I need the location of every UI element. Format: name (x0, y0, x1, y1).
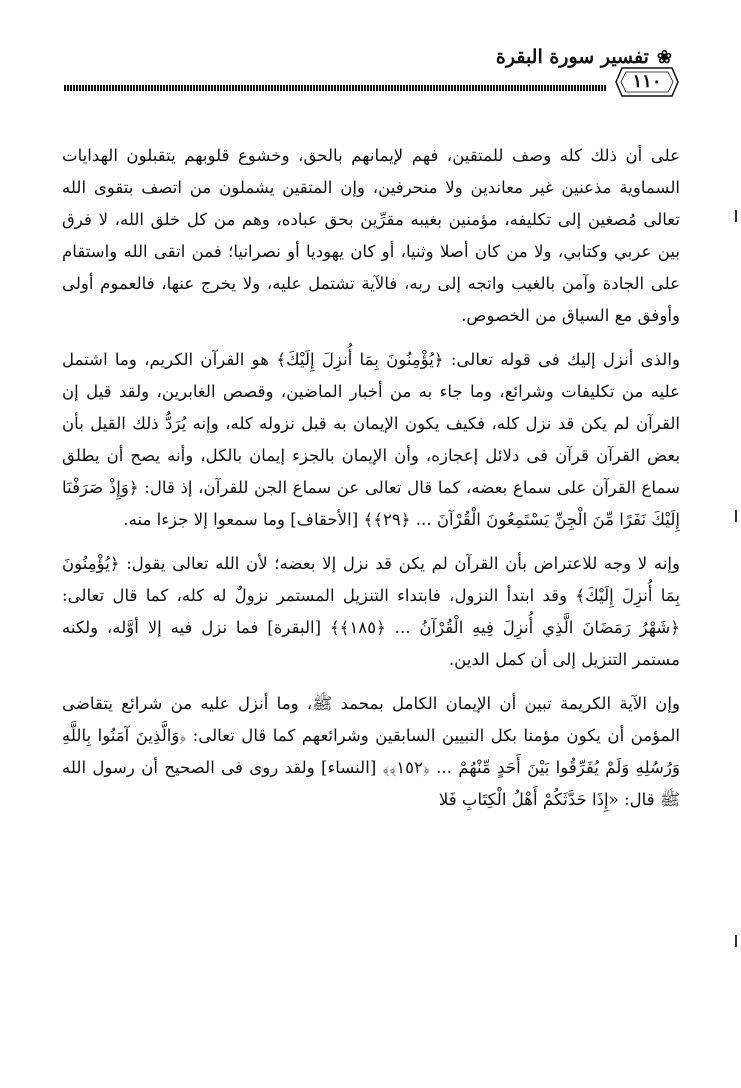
page-number: ١١٠ (632, 71, 662, 92)
margin-mark (735, 210, 737, 222)
margin-mark (735, 510, 737, 522)
paragraph-4: وإن الآية الكريمة تبين أن الإيمان الكامل بمحمد ﷺ، وما أنزل عليه من شرائع يتقاضى المؤمن أن يكون مؤمنا بكل النبيين السابقين وشرائعهم كما قال تعالى: ﴿وَالَّذِينَ آمَنُوا بِاللَّهِ وَرُسُلِهِ وَلَمْ يُفَرِّقُوا بَيْنَ أَحَدٍ مِّنْهُمْ ... ﴿١٥٢﴾﴾ [النساء] ولقد روى فى الصحيح أن رسول الله ﷺ قال: «إِذَا حَدَّثَكُمْ أَهْلُ الْكِتَابِ فَلا (62, 694, 680, 809)
page-number-frame (614, 64, 680, 100)
ornament-icon: ❀ (656, 47, 672, 68)
paragraph-3: وإنه لا وجه للاعتراض بأن القرآن لم يكن قد نزل إلا بعضه؛ لأن الله تعالى يقول: ﴿يُؤْمِنُونَ بِمَا أُنزِلَ إِلَيْكَ﴾ وقد ابتدأ النزول، فابتداء التنزيل المستمر نزولٌ له كله، كما قال تعالى: ﴿شَهْرُ رَمَضَانَ الَّذِي أُنزِلَ فِيهِ الْقُرْآنُ ... ﴿١٨٥﴾﴾ [البقرة] فما نزل فيه إلا أوَّله، ولكنه مستمر التنزيل إلى أن كمل الدين. (62, 554, 680, 669)
header-divider (64, 85, 606, 91)
paragraph-2: والذى أنزل إليك فى قوله تعالى: ﴿يُؤْمِنُونَ بِمَا أُنزِلَ إِلَيْكَ﴾ هو القرآن الكريم، وما اشتمل عليه من تكليفات وشرائع، وما جاء به من أخبار الماضين، وقصص الغابرين، ولقد قيل إن القرآن لم يكن قد نزل كله، فكيف يكون الإيمان به قبل نزوله كله، وإنه يُرَدُّ ذلك القيل بأن بعض القرآن قرآن فى دلائل إعجازه، وأن الإيمان بالجزء إيمان بالكل، وأنه يصح أن يطلق سماع القرآن على سماع بعضه، كما قال تعالى عن سماع الجن للقرآن، إذ قال: ﴿وَإِذْ صَرَفْنَا إِلَيْكَ نَفَرًا مِّنَ الْجِنِّ يَسْتَمِعُونَ الْقُرْآنَ ... ﴿٢٩﴾﴾ [الأحقاف] وما سمعوا إلا جزءا منه. (62, 350, 680, 529)
margin-mark (735, 935, 737, 947)
page-header (60, 42, 680, 112)
page-body (62, 140, 680, 828)
paragraph-1: على أن ذلك كله وصف للمتقين، فهم لإيمانهم بالحق، وخشوع قلوبهم يتقبلون الهدايات السماوية مذعنين غير معاندين ولا منحرفين، وإن المتقين يشملون من اتصف بتقوى الله تعالى مُصغين إلى تكليفه، مؤمنين بغيبه مقرِّين بحق عباده، وهم من كل خلق الله، لا فرق بين عربي وكتابي، ولا من كان أصلا وثنيا، أو كان يهوديا أو نصرانيا؛ فمن اتقى الله واستقام على الجادة وآمن بالغيب واتجه إلى ربه، فالآية تشتمل عليه، ولا يخرج عنها، فالعموم أولى وأوفق مع السياق من الخصوص. (62, 146, 680, 325)
surah-title: تفسير سورة البقرة (495, 46, 649, 68)
